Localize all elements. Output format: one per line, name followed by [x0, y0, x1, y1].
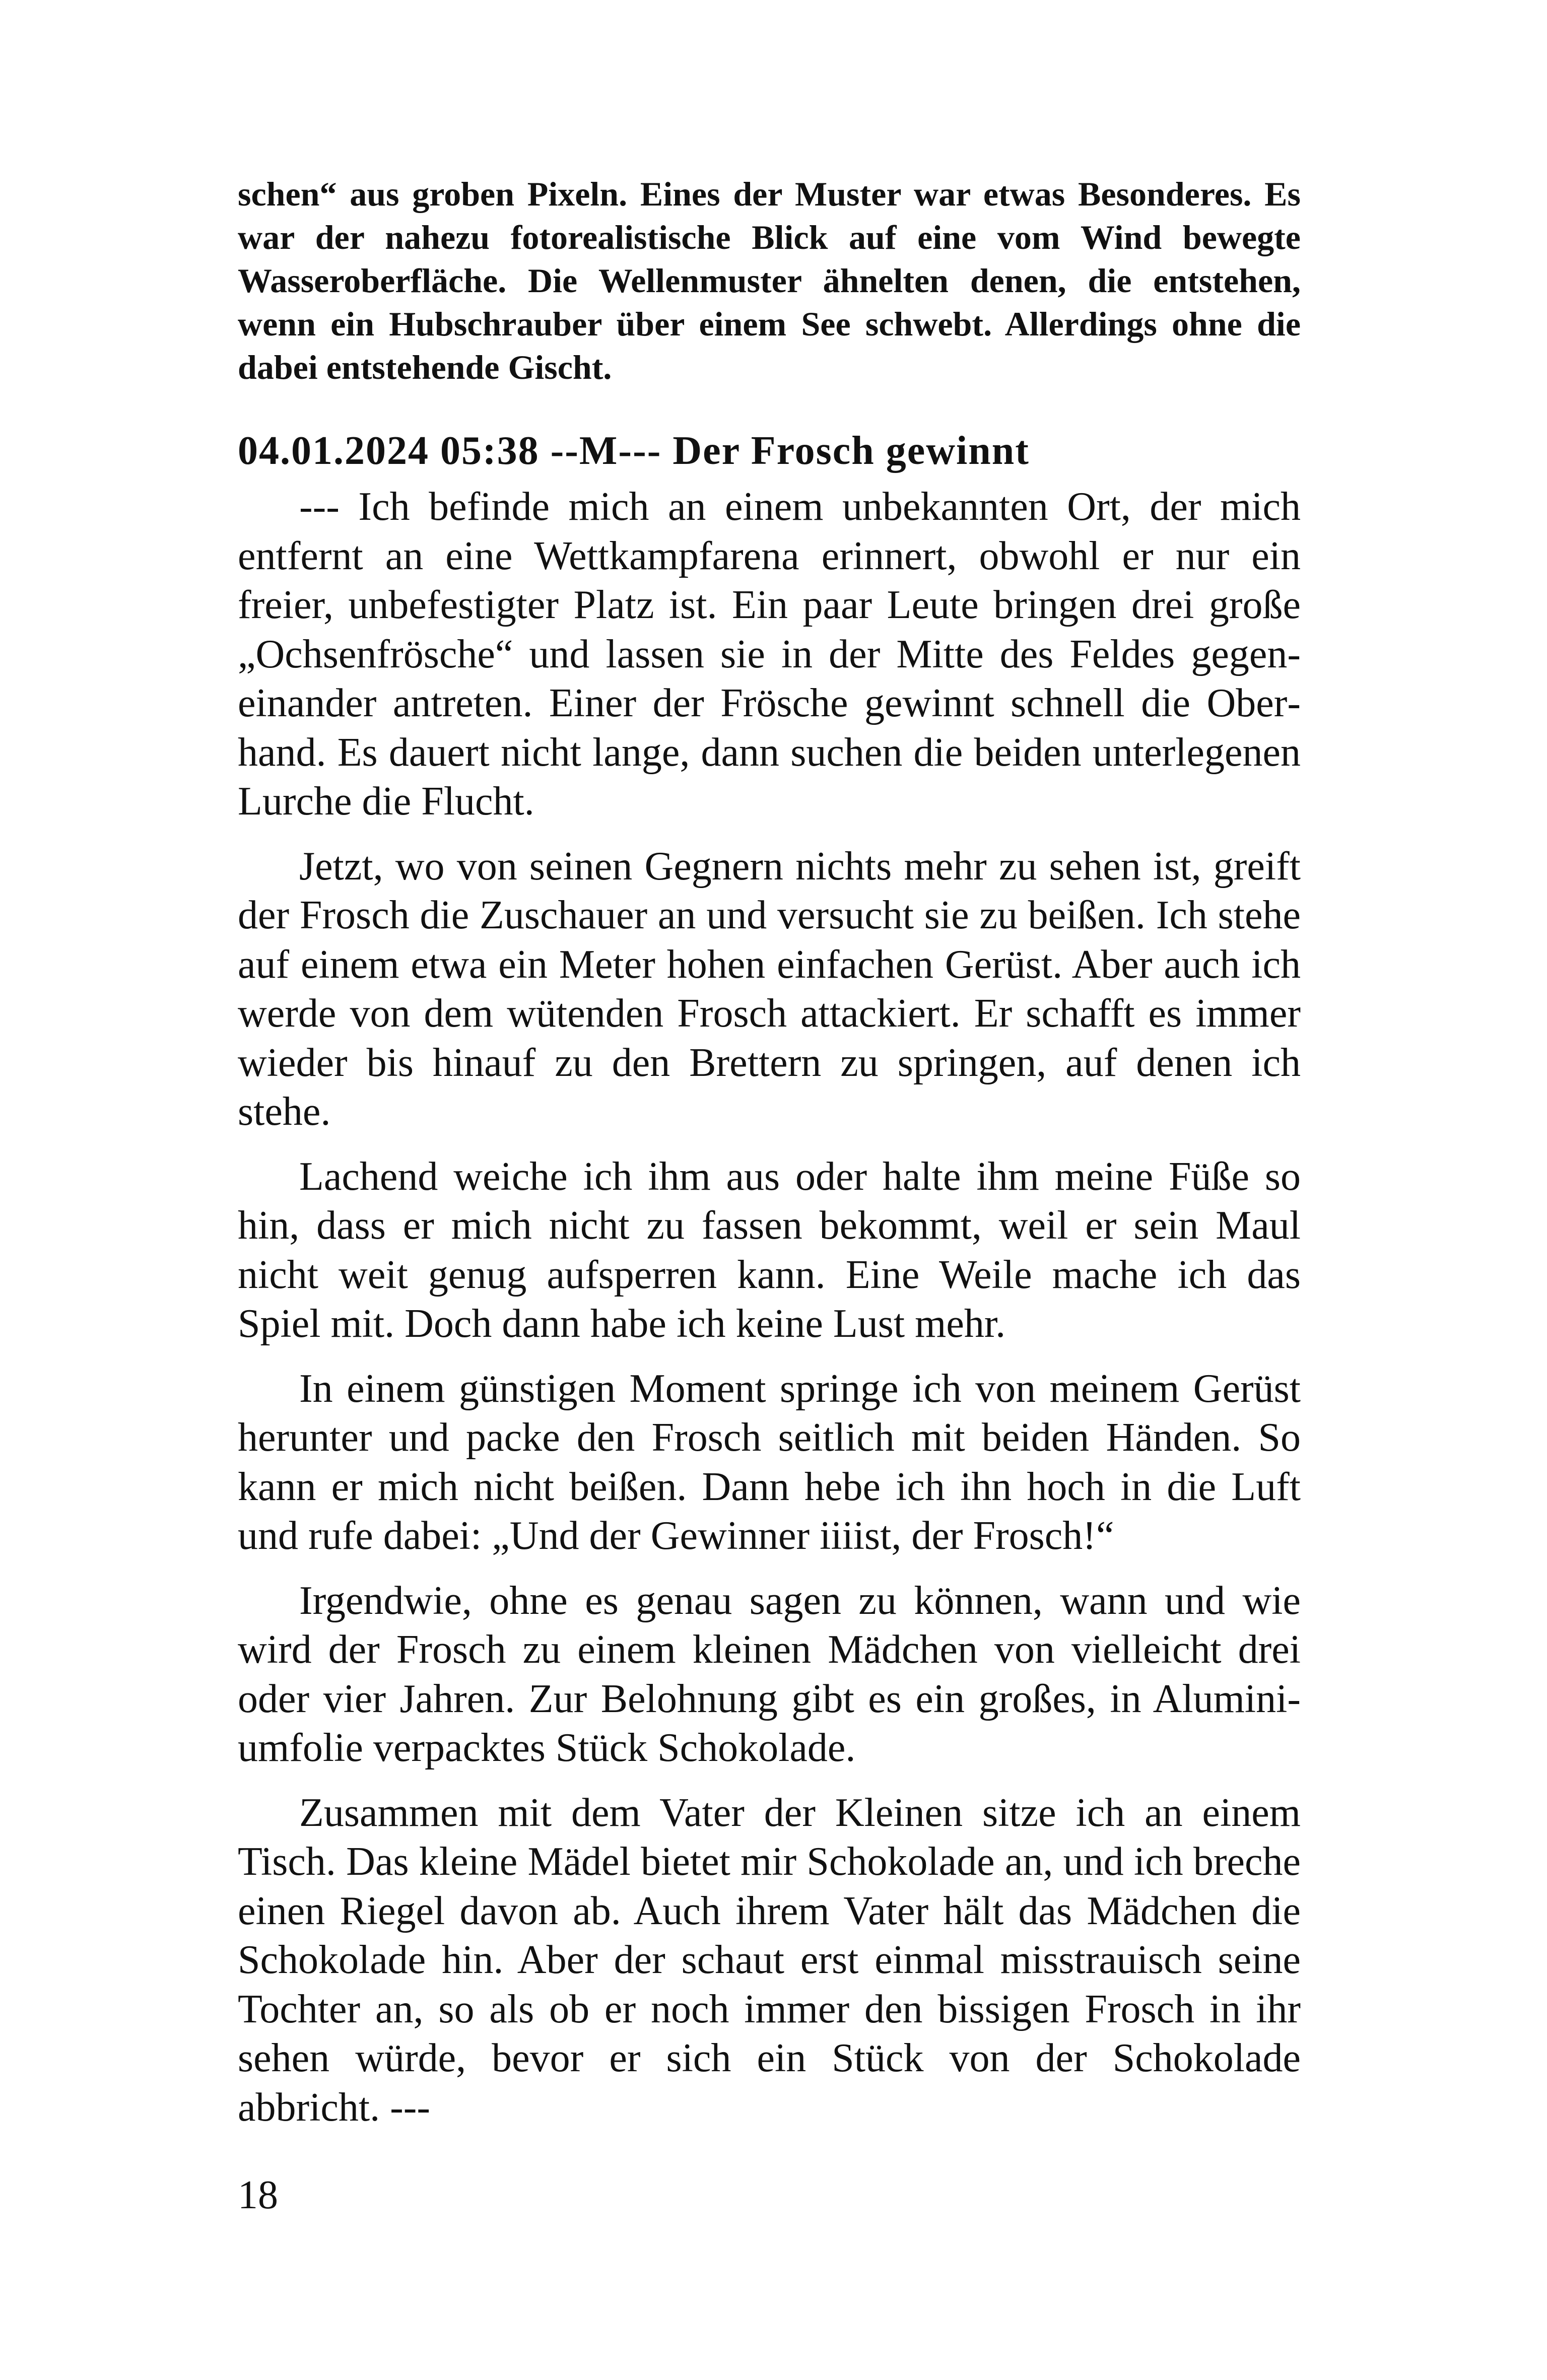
entry-heading: 04.01.2024 05:38 --M--- Der Frosch gewinnt — [238, 429, 1030, 473]
body-paragraph: Lachend weiche ich ihm aus oder halte ihm meine Füße so hin, dass er mich nicht zu fassen bekommt, weil er sein Maul nicht weit genug aufsperren kann. Eine Weile mache ich das Spiel mit. Doch dann habe ich keine Lust mehr. — [238, 1154, 1301, 1346]
body-paragraph: Zusammen mit dem Vater der Kleinen sitze ich an einem Tisch. Das kleine Mädel bietet mir Schokolade an, und ich breche einen Riegel davon ab. Auch ihrem Vater hält das Mädchen die Schokolade hin. Aber der schaut erst einmal misstrauisch seine Tochter an, so als ob er noch immer den bissigen Frosch in ihr sehen würde, bevor er sich ein Stück von der Schokolade abbricht. --- — [238, 1790, 1301, 2130]
body-paragraph: --- Ich befinde mich an einem unbekannten Ort, der mich entfernt an eine Wettkampfarena erinnert, obwohl er nur ein freier, unbefestigter Platz ist. Ein paar Leute bringen drei große „Ochsenfrösche“ und lassen sie in der Mitte des Feldes gegeneinander antreten. Einer der Frösche gewinnt schnell die Oberhand. Es dauert nicht lange, dann suchen die beiden unterlegenen Lurche die Flucht. — [238, 485, 1301, 824]
body-paragraph: In einem günstigen Moment springe ich von meinem Gerüst herunter und packe den Frosch seitlich mit beiden Händen. So kann er mich nicht beißen. Dann hebe ich ihn hoch in die Luft und rufe dabei: „Und der Gewinner iiiist, der Frosch!“ — [238, 1366, 1301, 1558]
intro-paragraph: schen“ aus groben Pixeln. Eines der Muster war etwas Besonderes. Es war der nahezu fotorealistische Blick auf eine vom Wind bewegte Wasseroberfläche. Die Wellenmuster ähnelten denen, die entstehen, wenn ein Hubschrauber über einem See schwebt. Allerdings ohne die dabei entstehende Gischt. — [238, 175, 1301, 386]
body-paragraph: Irgendwie, ohne es genau sagen zu können, wann und wie wird der Frosch zu einem kleinen Mädchen von vielleicht drei oder vier Jahren. Zur Belohnung gibt es ein großes, in Aluminiumfolie verpacktes Stück Schokolade. — [238, 1578, 1301, 1770]
page-number: 18 — [238, 2173, 278, 2217]
entry-body — [238, 483, 1301, 2148]
body-paragraph: Jetzt, wo von seinen Gegnern nichts mehr zu sehen ist, greift der Frosch die Zuschauer an und versucht sie zu beißen. Ich stehe auf einem etwa ein Meter hohen einfachen Gerüst. Aber auch ich werde von dem wütenden Frosch attackiert. Er schafft es immer wieder bis hinauf zu den Brettern zu springen, auf denen ich stehe. — [238, 844, 1301, 1134]
